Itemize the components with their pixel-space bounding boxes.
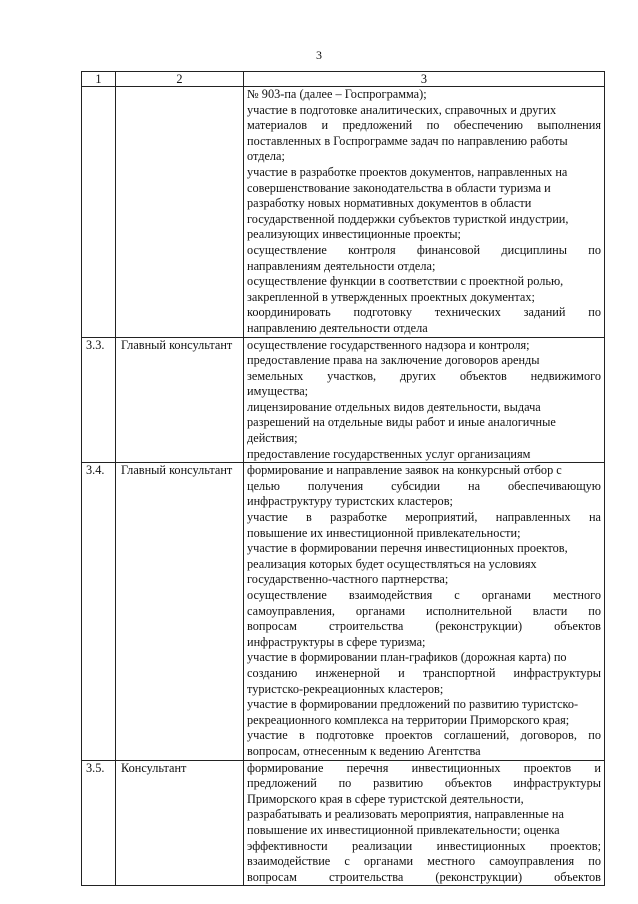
duty-line: разрабатывать и реализовать мероприятия, направленные на	[247, 807, 564, 822]
table-row	[82, 87, 605, 338]
duty-line: участие в разработке мероприятий, направленных на	[247, 510, 601, 525]
duty-line: вопросам строительства (реконструкции) объектов	[247, 619, 601, 634]
duty-line: земельных участков, других объектов недвижимого	[247, 368, 601, 383]
duty-line: участие в формировании план-графиков (дорожная карта) по	[247, 650, 567, 665]
duty-line: закрепленной в утвержденных проектных документах;	[247, 289, 535, 304]
duty-line: туристско-рекреационных кластеров;	[247, 681, 444, 696]
duty-line: материалов и предложений по обеспечению выполнения	[247, 118, 601, 133]
duty-line: участие в подготовке аналитических, справочных и других	[247, 102, 557, 117]
duty-line: направлениям деятельности отдела;	[247, 258, 436, 273]
duty-line: действия;	[247, 431, 298, 446]
duty-line: осуществление взаимодействия с органами местного	[247, 588, 601, 602]
duties-cell	[244, 463, 605, 760]
duty-line: участие в разработке проектов документов, направленных на	[247, 164, 568, 179]
header-col-1: 1	[82, 72, 116, 87]
position-title: Главный консультант	[116, 463, 244, 760]
duty-line: осуществление контроля финансовой дисциплины по	[247, 242, 601, 257]
duty-line: № 903-па (далее – Госпрограмма);	[247, 87, 427, 101]
duty-line: эффективности реализации инвестиционных проектов;	[247, 838, 601, 853]
table-header-row	[82, 72, 605, 87]
row-number: 3.4.	[82, 463, 116, 760]
header-col-2: 2	[116, 72, 244, 87]
duties-cell	[244, 87, 605, 338]
position-title: Консультант	[116, 760, 244, 886]
duty-line: реализация которых будет осуществляться на условиях	[247, 556, 537, 571]
duty-line: совершенствование законодательства в области туризма и	[247, 180, 551, 195]
duty-line: участие в формировании предложений по развитию туристско-	[247, 697, 579, 712]
row-number	[82, 87, 116, 338]
duties-cell	[244, 337, 605, 463]
row-number: 3.5.	[82, 760, 116, 886]
duty-line: участие в подготовке проектов соглашений, договоров, по	[247, 728, 601, 743]
duties-table	[81, 71, 605, 886]
duty-line: государственно-частного партнерства;	[247, 572, 449, 587]
duty-line: направлению деятельности отдела	[247, 320, 428, 335]
table-body	[82, 87, 605, 886]
duty-line: целью получения субсидии на обеспечивающую	[247, 478, 601, 493]
duty-line: самоуправления, органами исполнительной власти по	[247, 603, 601, 618]
position-title	[116, 87, 244, 338]
duty-line: инфраструктуры в сфере туризма;	[247, 634, 426, 649]
duty-line: лицензирование отдельных видов деятельности, выдача	[247, 399, 541, 414]
duty-line: взаимодействие с органами местного самоуправления по	[247, 854, 601, 869]
duty-line: предложений по развитию объектов инфраструктуры	[247, 776, 601, 791]
table-row	[82, 760, 605, 886]
duty-line: участие в формировании перечня инвестиционных проектов,	[247, 541, 568, 556]
duty-line: государственной поддержки субъектов туристкой индустрии,	[247, 211, 569, 226]
header-col-3: 3	[244, 72, 605, 87]
duty-line: рекреационного комплекса на территории Приморского края;	[247, 712, 570, 727]
duty-line: координировать подготовку технических заданий по	[247, 305, 601, 320]
duty-line: инфраструктуру туристских кластеров;	[247, 494, 453, 509]
duty-line: предоставление права на заключение договоров аренды	[247, 353, 540, 368]
duty-line: отдела;	[247, 149, 285, 164]
duty-line: разрешений на отдельные виды работ и иные аналогичные	[247, 415, 556, 430]
table-row	[82, 337, 605, 463]
duty-line: повышение их инвестиционной привлекательности;	[247, 525, 521, 540]
duty-line: созданию инженерной и транспортной инфраструктуры	[247, 665, 601, 680]
position-title: Главный консультант	[116, 337, 244, 463]
page-number: 3	[316, 48, 322, 62]
duty-line: повышение их инвестиционной привлекательности; оценка	[247, 822, 560, 837]
table-row	[82, 463, 605, 760]
duty-line: вопросам строительства (реконструкции) объектов	[247, 869, 601, 884]
duty-line: имущества;	[247, 384, 309, 399]
duties-cell	[244, 760, 605, 886]
duty-line: осуществление функции в соответствии с проектной ролью,	[247, 274, 564, 289]
duty-line: предоставление государственных услуг организациям	[247, 446, 531, 461]
duty-line: осуществление государственного надзора и контроля;	[247, 337, 530, 352]
duty-line: поставленных в Госпрограмме задач по направлению работы	[247, 133, 568, 148]
duty-line: формирование и направление заявок на конкурсный отбор с	[247, 463, 562, 478]
row-number: 3.3.	[82, 337, 116, 463]
duty-line: разработку новых нормативных документов в области	[247, 196, 532, 211]
duty-line: формирование перечня инвестиционных проектов и	[247, 760, 601, 775]
duty-line: реализующих инвестиционные проекты;	[247, 227, 461, 242]
duty-line: Приморского края в сфере туристской деятельности,	[247, 791, 524, 806]
duty-line: вопросам, отнесенным к ведению Агентства	[247, 743, 481, 758]
